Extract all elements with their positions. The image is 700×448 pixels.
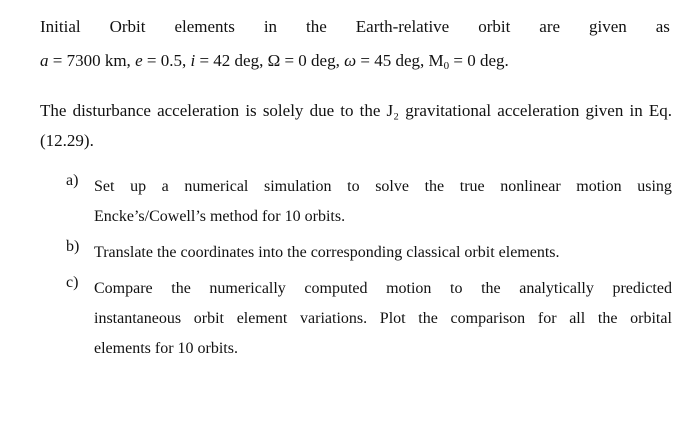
task-marker: c) (66, 274, 79, 291)
word: J₂ (386, 101, 400, 120)
word: as (655, 17, 670, 36)
inclination-value: = 42 deg, (195, 51, 268, 70)
arg-periapsis-symbol: ω (344, 51, 357, 70)
word: orbit (193, 310, 224, 327)
word: acceleration (157, 101, 240, 120)
word: to (340, 101, 354, 120)
semi-major-axis-symbol: a (40, 51, 49, 70)
word: the (171, 280, 191, 297)
eccentricity-value: = 0.5, (142, 51, 191, 70)
mean-anomaly-subscript: 0 (443, 60, 450, 72)
task-item-c (66, 274, 672, 364)
disturbance-line-1 (40, 96, 672, 126)
word: Plot (379, 310, 406, 327)
arg-periapsis-value: = 45 deg, (356, 51, 429, 70)
word: solely (262, 101, 304, 120)
word: Orbit (109, 17, 146, 36)
task-list (66, 172, 672, 370)
word: due (309, 101, 335, 120)
word: comparison (450, 310, 526, 327)
word: to (450, 280, 463, 297)
word: Earth-relative (355, 17, 450, 36)
semi-major-axis-value: = 7300 km, (48, 51, 136, 70)
word: are (539, 17, 561, 36)
word: acceleration (497, 101, 580, 120)
task-marker: b) (66, 238, 80, 255)
word: a (161, 178, 169, 195)
task-c-line-2 (94, 304, 672, 334)
word: The (40, 101, 67, 120)
task-c-line-1 (94, 274, 672, 304)
word: analytically (519, 280, 594, 297)
word: the (424, 178, 445, 195)
word: variations. (300, 310, 368, 327)
intro-line-1 (40, 14, 670, 40)
mean-anomaly-symbol: M (428, 51, 444, 70)
word: orbit (478, 17, 511, 36)
task-a-line-2: Encke’s/Cowell’s method for 10 orbits. (94, 208, 346, 225)
word: Set (94, 178, 115, 195)
task-item-a (66, 172, 672, 232)
task-a-line-1 (94, 172, 672, 202)
word: elements (174, 17, 235, 36)
word: gravitational (405, 101, 492, 120)
word: Compare (94, 280, 153, 297)
word: instantaneous (94, 310, 182, 327)
word: using (637, 178, 672, 195)
word: orbital (630, 310, 672, 327)
word: in (263, 17, 278, 36)
task-b-line-1: Translate the coordinates into the corresponding classical orbit elements. (94, 244, 560, 261)
word: element (236, 310, 288, 327)
word: is (245, 101, 257, 120)
word: the (306, 17, 327, 36)
word: the (359, 101, 381, 120)
word: all (569, 310, 586, 327)
task-marker: a) (66, 172, 79, 189)
mean-anomaly-value: = 0 deg. (449, 51, 509, 70)
word: predicted (612, 280, 672, 297)
word: Eq. (648, 101, 672, 120)
word: up (130, 178, 147, 195)
word: the (418, 310, 438, 327)
word: to (347, 178, 360, 195)
eccentricity-symbol: e (135, 51, 143, 70)
word: numerically (209, 280, 286, 297)
word: for (537, 310, 557, 327)
task-c-line-3: elements for 10 orbits. (94, 340, 238, 357)
word: numerical (184, 178, 249, 195)
orbit-elements-line (40, 48, 509, 79)
task-item-b (66, 238, 672, 268)
word: simulation (263, 178, 332, 195)
word: nonlinear (500, 178, 561, 195)
word: disturbance (72, 101, 151, 120)
word: motion (386, 280, 432, 297)
word: the (597, 310, 618, 327)
raan-symbol: Ω (267, 51, 281, 70)
disturbance-paragraph (40, 96, 672, 156)
raan-value: = 0 deg, (280, 51, 345, 70)
word: Initial (40, 17, 81, 36)
disturbance-line-2: (12.29). (40, 131, 94, 150)
word: motion (576, 178, 622, 195)
word: computed (304, 280, 368, 297)
word: true (459, 178, 485, 195)
word: given (585, 101, 624, 120)
inclination-symbol: i (190, 51, 196, 70)
word: in (629, 101, 643, 120)
word: solve (375, 178, 409, 195)
word: the (481, 280, 501, 297)
word: given (589, 17, 627, 36)
